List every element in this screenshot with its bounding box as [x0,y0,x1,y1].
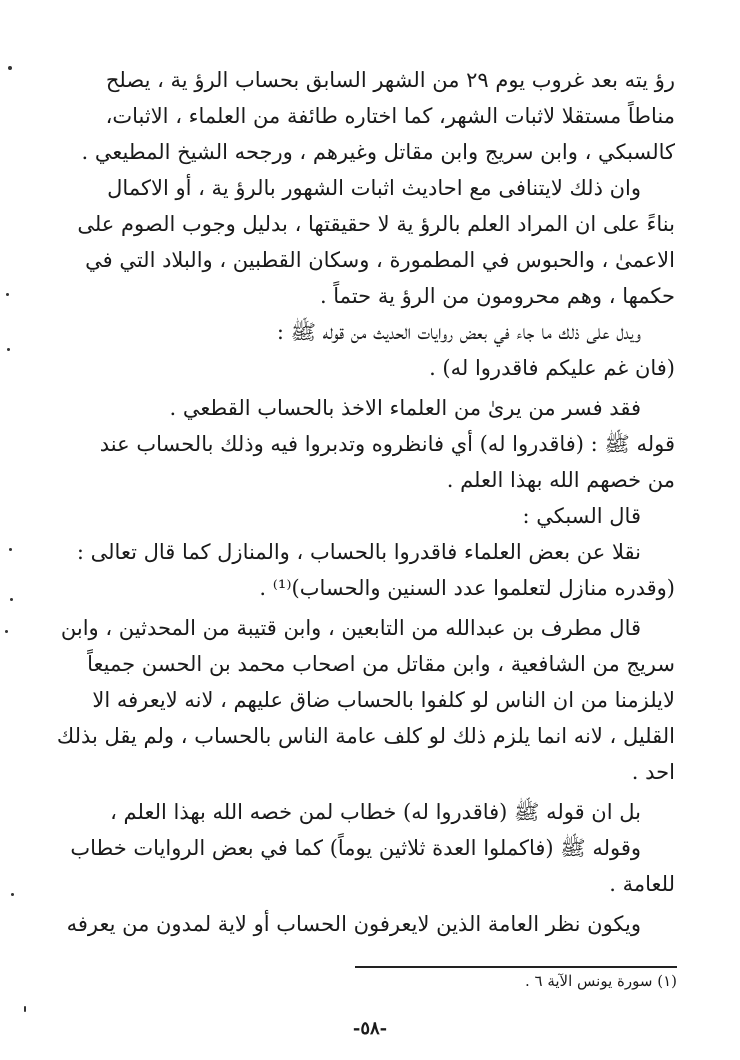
text-line: ويدل على ذلك ما جاء في بعض روايات الحديث من قوله ﷺ : [276,320,641,344]
text-line: للعامة . [609,872,675,896]
page-number: -٥٨- [352,1018,388,1039]
text-line: من خصهم الله بهذا العلم . [446,468,675,492]
text-line: (وقدره منازل لتعلموا عدد السنين والحساب)⁽¹⁾ . [259,576,675,600]
text-line: احد . [631,760,675,784]
scan-speck [24,1006,26,1012]
body-text [56,62,675,942]
text-line: وان ذلك لايتنافى مع احاديث اثبات الشهور بالرؤ ية ، أو الاكمال [107,176,641,200]
text-line: بناءً على ان المراد العلم بالرؤ ية لا حقيقتها ، بدليل وجوب الصوم على [77,212,675,236]
text-line: قوله ﷺ : (فاقدروا له) أي فانظروه وتدبروا فيه وذلك بالحساب عند [99,432,675,456]
text-line: نقلا عن بعض العلماء فاقدروا بالحساب ، والمنازل كما قال تعالى : [76,540,641,564]
text-line: ويكون نظر العامة الذين لايعرفون الحساب أو لاية لمدون من يعرفه [66,912,641,936]
text-line: مناطاً مستقلا لاثبات الشهر، كما اختاره طائفة من العلماء ، الاثبات، [105,104,675,128]
scan-speck [11,893,14,896]
text-line: القليل ، لانه انما يلزم ذلك لو كلف عامة الناس بالحساب ، ولم يقل بذلك [56,724,675,748]
scan-speck [10,598,13,601]
scan-speck [5,630,8,633]
scan-speck [6,293,9,296]
text-line: (فان غم عليكم فاقدروا له) . [429,356,675,380]
text-line: وقوله ﷺ (فاكملوا العدة ثلاثين يوماً) كما في بعض الروايات خطاب [70,836,641,860]
footnote-separator [355,966,677,968]
text-line: حكمها ، وهم محرومون من الرؤ ية حتماً . [319,284,675,308]
text-line: قال مطرف بن عبدالله من التابعين ، وابن قتيبة من المحدثين ، وابن [60,616,641,640]
text-line: كالسبكي ، وابن سريج وابن مقاتل وغيرهم ، ورجحه الشيخ المطيعي . [81,140,675,164]
scan-speck [7,348,10,351]
text-line: الاعمىٰ ، والحبوس في المطمورة ، وسكان القطبين ، والبلاد التي في [85,248,675,272]
text-line: بل ان قوله ﷺ (فاقدروا له) خطاب لمن خصه الله بهذا العلم ، [110,800,641,824]
text-line: سريج من الشافعية ، وابن مقاتل من اصحاب محمد بن الحسن جميعاً [87,652,675,676]
text-line: قال السبكي : [522,504,641,528]
text-line: رؤ يته بعد غروب يوم ٢٩ من الشهر السابق بحساب الرؤ ية ، يصلح [105,68,675,92]
text-line: لايلزمنا من ان الناس لو كلفوا بالحساب ضاق عليهم ، لانه لايعرفه الا [92,688,675,712]
scan-speck [8,66,12,70]
footnote: (١) سورة يونس الآية ٦ . [524,972,677,990]
text-line: فقد فسر من يرىٰ من العلماء الاخذ بالحساب القطعي . [169,396,641,420]
scan-speck [9,548,12,551]
